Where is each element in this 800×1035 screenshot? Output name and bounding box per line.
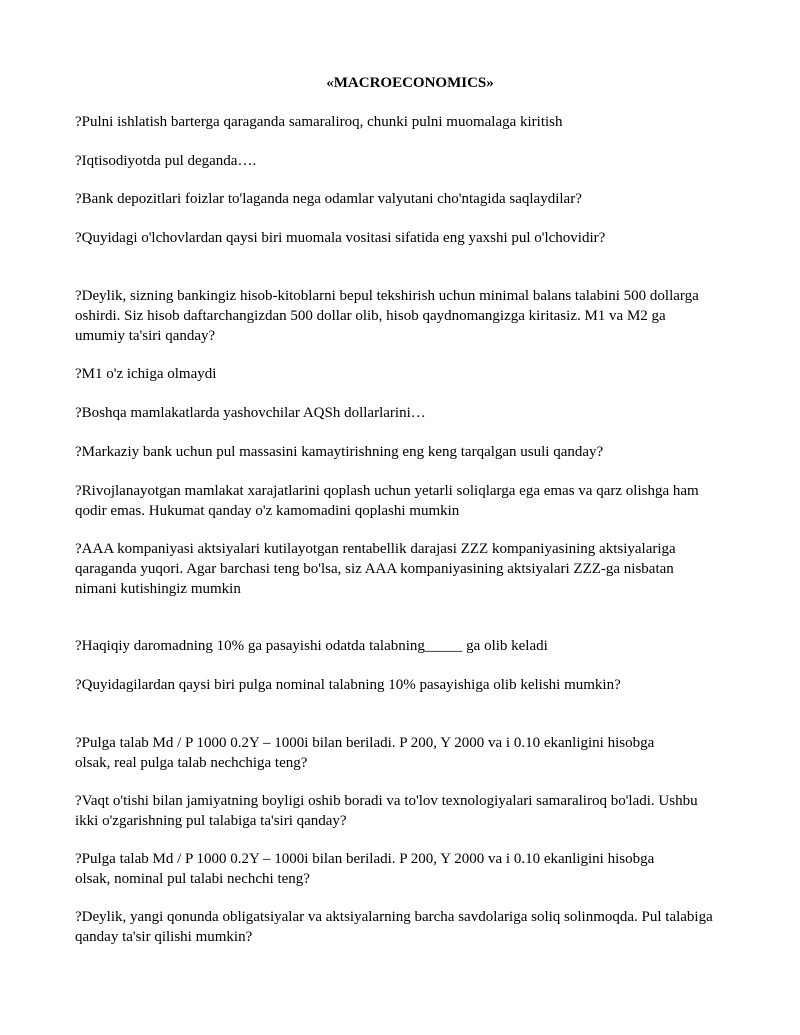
- question-line: ?Boshqa mamlakatlarda yashovchilar AQSh dollarlarini…: [75, 405, 426, 421]
- question-line: ?AAA kompaniyasi aktsiyalari kutilayotgan rentabellik darajasi ZZZ kompaniyasining aktsiyalariga: [75, 541, 676, 557]
- question-line: qanday ta'sir qilishi mumkin?: [75, 929, 253, 945]
- question-line: olsak, real pulga talab nechchiga teng?: [75, 755, 308, 771]
- question-7: [75, 403, 735, 423]
- question-11: [75, 636, 735, 656]
- question-14: [75, 791, 735, 831]
- question-13: [75, 733, 735, 773]
- question-12: [75, 675, 735, 695]
- question-3: [75, 189, 735, 209]
- question-line: ?Pulga talab Md / P 1000 0.2Y – 1000i bilan beriladi. P 200, Y 2000 va i 0.10 ekanligini hisobga: [75, 735, 655, 751]
- question-line: olsak, nominal pul talabi nechchi teng?: [75, 871, 310, 887]
- question-line: umumiy ta'siri qanday?: [75, 328, 216, 344]
- question-line: ?Quyidagi o'lchovlardan qaysi biri muomala vositasi sifatida eng yaxshi pul o'lchovidir?: [75, 230, 606, 246]
- question-line: ?Markaziy bank uchun pul massasini kamaytirishning eng keng tarqalgan usuli qanday?: [75, 444, 604, 460]
- question-line: ?Iqtisodiyotda pul deganda….: [75, 153, 257, 169]
- question-16: [75, 907, 735, 947]
- question-line: nimani kutishingiz mumkin: [75, 581, 241, 597]
- question-line: ?Quyidagilardan qaysi biri pulga nominal talabning 10% pasayishiga olib kelishi mumkin?: [75, 677, 621, 693]
- question-line: ?Deylik, sizning bankingiz hisob-kitoblarni bepul tekshirish uchun minimal balans talabini 500 dollarga: [75, 288, 699, 304]
- question-4: [75, 228, 735, 248]
- question-line: ?Pulni ishlatish barterga qaraganda samaraliroq, chunki pulni muomalaga kiritish: [75, 114, 563, 130]
- question-6: [75, 364, 735, 384]
- question-5: [75, 286, 735, 346]
- question-2: [75, 151, 735, 171]
- question-line: qodir emas. Hukumat qanday o'z kamomadini qoplashi mumkin: [75, 503, 460, 519]
- question-line: ?Bank depozitlari foizlar to'laganda nega odamlar valyutani cho'ntagida saqlaydilar?: [75, 191, 582, 207]
- document-title: «MACROECONOMICS»: [326, 75, 494, 91]
- question-line: oshirdi. Siz hisob daftarchangizdan 500 dollar olib, hisob qaydnomangizga kiritasiz. M1 va M2 ga: [75, 308, 666, 324]
- question-line: ?Rivojlanayotgan mamlakat xarajatlarini qoplash uchun yetarli soliqlarga ega emas va qarz olishga ham: [75, 483, 699, 499]
- question-9: [75, 481, 735, 521]
- question-10: [75, 539, 735, 599]
- question-15: [75, 849, 735, 889]
- question-line: ?M1 o'z ichiga olmaydi: [75, 366, 217, 382]
- question-1: [75, 112, 735, 132]
- question-line: ?Haqiqiy daromadning 10% ga pasayishi odatda talabning_____ ga olib keladi: [75, 638, 548, 654]
- question-line: ?Vaqt o'tishi bilan jamiyatning boyligi oshib boradi va to'lov texnologiyalari samaraliroq bo'ladi. Ushbu: [75, 793, 698, 809]
- question-line: ?Pulga talab Md / P 1000 0.2Y – 1000i bilan beriladi. P 200, Y 2000 va i 0.10 ekanligini hisobga: [75, 851, 655, 867]
- question-8: [75, 442, 735, 462]
- question-line: ?Deylik, yangi qonunda obligatsiyalar va aktsiyalarning barcha savdolariga soliq solinmoqda. Pul talabiga: [75, 909, 713, 925]
- question-line: ikki o'zgarishning pul talabiga ta'siri qanday?: [75, 813, 347, 829]
- question-line: qaraganda yuqori. Agar barchasi teng bo'lsa, siz AAA kompaniyasining aktsiyalari ZZZ-ga nisbatan: [75, 561, 674, 577]
